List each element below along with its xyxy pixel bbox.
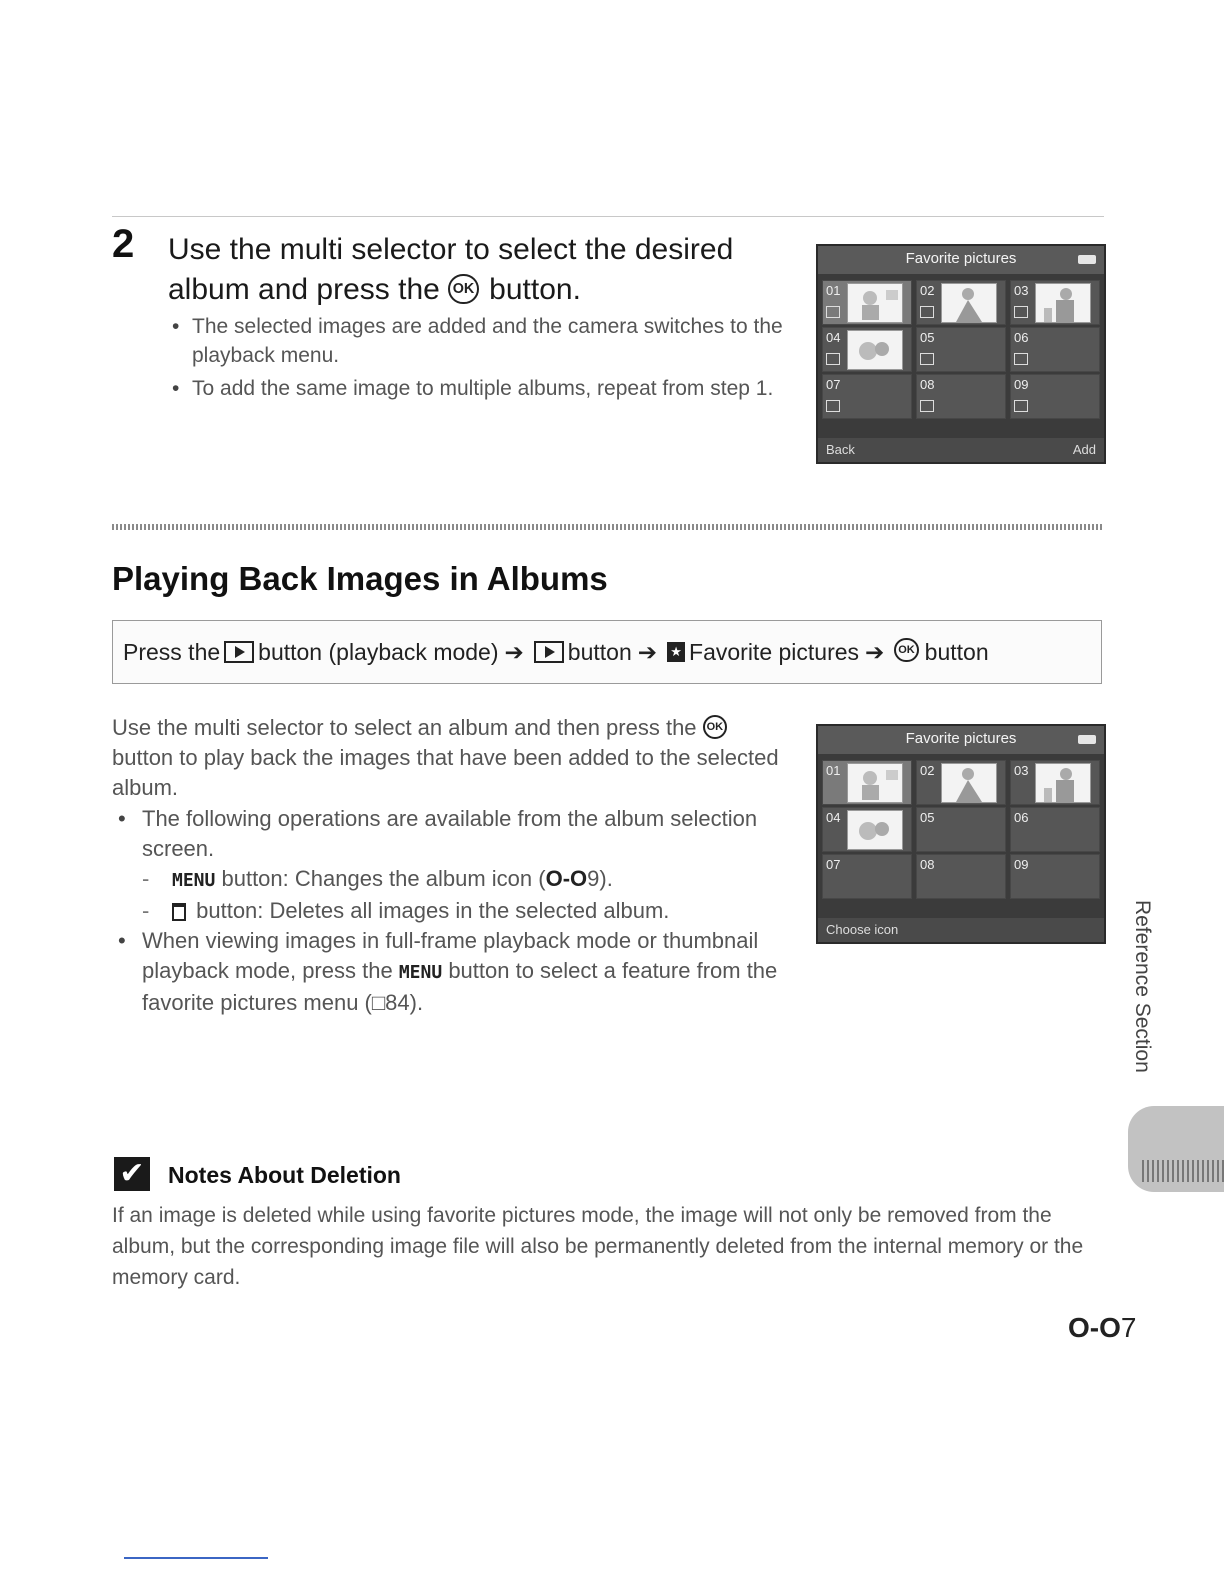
ok-button-icon: OK bbox=[448, 274, 479, 305]
album-number: 03 bbox=[1014, 283, 1029, 298]
sub-text: button: Deletes all images in the selected album. bbox=[196, 898, 670, 923]
procedure-text: button bbox=[567, 638, 632, 665]
check-icon: ✔ bbox=[114, 1157, 150, 1191]
album-thumbnail bbox=[1035, 763, 1091, 803]
trash-icon bbox=[172, 903, 186, 921]
step-title bbox=[168, 230, 788, 310]
album-cell[interactable] bbox=[822, 807, 912, 852]
album-number: 07 bbox=[826, 857, 841, 872]
album-number: 01 bbox=[826, 283, 841, 298]
album-number: 06 bbox=[1014, 330, 1029, 345]
camera-screen-albums bbox=[816, 724, 1106, 944]
checkbox bbox=[1014, 353, 1028, 365]
album-number: 04 bbox=[826, 330, 841, 345]
screen-title: Favorite pictures bbox=[905, 730, 1017, 747]
reference-icon: O-O bbox=[545, 866, 588, 891]
screen-title: Favorite pictures bbox=[905, 250, 1017, 267]
back-label: Back bbox=[826, 442, 855, 457]
album-number: 08 bbox=[920, 377, 935, 392]
arrow-icon: ➔ bbox=[637, 638, 658, 665]
battery-icon bbox=[1078, 735, 1096, 744]
operations-list bbox=[112, 804, 784, 1018]
side-tab-text: Reference Section bbox=[1131, 900, 1154, 1073]
book-icon: □ bbox=[371, 990, 386, 1015]
album-cell[interactable] bbox=[916, 854, 1006, 899]
side-tab[interactable] bbox=[1128, 1106, 1224, 1192]
section-divider bbox=[112, 524, 1104, 530]
sub-text: button: Changes the album icon ( bbox=[221, 866, 546, 891]
checkbox bbox=[826, 400, 840, 412]
album-cell[interactable] bbox=[1010, 374, 1100, 419]
list-item bbox=[112, 926, 784, 1018]
album-thumbnail bbox=[847, 283, 903, 323]
playback-icon bbox=[224, 641, 254, 663]
ref-text: 84). bbox=[385, 990, 424, 1015]
album-cell[interactable] bbox=[916, 280, 1006, 325]
screen-footer bbox=[818, 918, 1104, 942]
intro-text: Use the multi selector to select an album and then press the bbox=[112, 715, 697, 740]
footer-rule bbox=[124, 1557, 268, 1559]
checkbox bbox=[1014, 306, 1028, 318]
album-number: 05 bbox=[920, 330, 935, 345]
favorite-pictures-icon: ★ bbox=[667, 642, 685, 662]
album-grid bbox=[822, 280, 1100, 420]
procedure-text: Press the bbox=[123, 638, 221, 665]
procedure-text: button (playback mode) bbox=[258, 638, 499, 665]
ref-text: 9). bbox=[587, 866, 613, 891]
playback-icon bbox=[534, 641, 564, 663]
battery-icon bbox=[1078, 255, 1096, 264]
album-number: 04 bbox=[826, 810, 841, 825]
album-number: 01 bbox=[826, 763, 841, 778]
album-cell[interactable] bbox=[822, 760, 912, 805]
checkbox bbox=[826, 353, 840, 365]
list-item bbox=[142, 864, 784, 896]
choose-icon-label: Choose icon bbox=[826, 922, 899, 937]
camera-screen-add bbox=[816, 244, 1106, 464]
checkbox bbox=[826, 306, 840, 318]
procedure-text: button bbox=[924, 638, 989, 665]
menu-button-icon: MENU bbox=[398, 962, 443, 983]
screen-title-bar bbox=[818, 726, 1104, 754]
section-heading: Playing Back Images in Albums bbox=[112, 560, 608, 597]
checkbox bbox=[1014, 400, 1028, 412]
album-cell[interactable] bbox=[822, 280, 912, 325]
album-thumbnail bbox=[847, 330, 903, 370]
album-number: 02 bbox=[920, 763, 935, 778]
album-number: 02 bbox=[920, 283, 935, 298]
album-cell[interactable] bbox=[1010, 854, 1100, 899]
notes-body: If an image is deleted while using favorite pictures mode, the image will not only be removed from the album, but the corresponding image file will also be permanently deleted from the internal memory or the memory card. bbox=[112, 1204, 1084, 1289]
album-number: 06 bbox=[1014, 810, 1029, 825]
checkbox bbox=[920, 306, 934, 318]
top-divider bbox=[112, 216, 1104, 217]
album-grid bbox=[822, 760, 1100, 900]
album-cell[interactable] bbox=[916, 760, 1006, 805]
album-number: 08 bbox=[920, 857, 935, 872]
notes-title: Notes About Deletion bbox=[168, 1162, 401, 1188]
list-item bbox=[142, 896, 784, 926]
album-cell[interactable] bbox=[1010, 327, 1100, 372]
album-cell[interactable] bbox=[1010, 760, 1100, 805]
album-number: 05 bbox=[920, 810, 935, 825]
page-number bbox=[1068, 1312, 1136, 1344]
album-thumbnail bbox=[941, 283, 997, 323]
ok-button-icon: OK bbox=[703, 715, 727, 739]
section-intro bbox=[112, 713, 784, 803]
album-number: 03 bbox=[1014, 763, 1029, 778]
checkbox bbox=[920, 353, 934, 365]
step-bullets bbox=[170, 312, 790, 407]
step-title-suffix: button. bbox=[489, 273, 581, 306]
album-cell[interactable] bbox=[1010, 807, 1100, 852]
procedure-box bbox=[112, 620, 1102, 684]
list-item bbox=[112, 804, 784, 926]
album-thumbnail bbox=[847, 810, 903, 850]
arrow-icon: ➔ bbox=[865, 638, 885, 665]
album-number: 09 bbox=[1014, 857, 1029, 872]
album-cell[interactable] bbox=[822, 374, 912, 419]
list-item: • To add the same image to multiple albums, repeat from step 1. bbox=[170, 374, 790, 403]
album-thumbnail bbox=[941, 763, 997, 803]
page-number-value: 7 bbox=[1120, 1312, 1137, 1343]
ok-button-icon: OK bbox=[894, 638, 918, 662]
album-cell[interactable] bbox=[822, 327, 912, 372]
checkbox bbox=[920, 400, 934, 412]
step-title-text: Use the multi selector to select the desired album and press the bbox=[168, 233, 734, 306]
bullet-text: The following operations are available from the album selection screen. bbox=[142, 806, 758, 861]
arrow-icon: ➔ bbox=[504, 638, 524, 665]
intro-text: button to play back the images that have been added to the selected album. bbox=[112, 745, 779, 800]
sub-list bbox=[142, 864, 784, 926]
menu-button-icon: MENU bbox=[172, 870, 216, 891]
album-cell[interactable] bbox=[916, 374, 1006, 419]
side-tab-label bbox=[1130, 900, 1160, 1100]
album-number: 09 bbox=[1014, 377, 1029, 392]
album-cell[interactable] bbox=[1010, 280, 1100, 325]
add-label: Add bbox=[1072, 442, 1096, 457]
album-thumbnail bbox=[847, 763, 903, 803]
album-cell[interactable] bbox=[822, 854, 912, 899]
bullet-text: button to select a feature from the favorite pictures menu ( bbox=[142, 958, 778, 1015]
step-number: 2 bbox=[112, 222, 135, 266]
screen-footer bbox=[818, 438, 1104, 462]
album-thumbnail bbox=[1035, 283, 1091, 323]
bullet-text: When viewing images in full-frame playback mode or thumbnail playback mode, press the bbox=[142, 928, 759, 983]
album-cell[interactable] bbox=[916, 327, 1006, 372]
list-item: • The selected images are added and the camera switches to the playback menu. bbox=[170, 312, 790, 370]
screen-title-bar bbox=[818, 246, 1104, 274]
side-tab-lines bbox=[1142, 1160, 1224, 1182]
album-cell[interactable] bbox=[916, 807, 1006, 852]
procedure-text: Favorite pictures bbox=[689, 638, 860, 665]
album-number: 07 bbox=[826, 377, 841, 392]
reference-icon: O-O bbox=[1068, 1312, 1121, 1343]
